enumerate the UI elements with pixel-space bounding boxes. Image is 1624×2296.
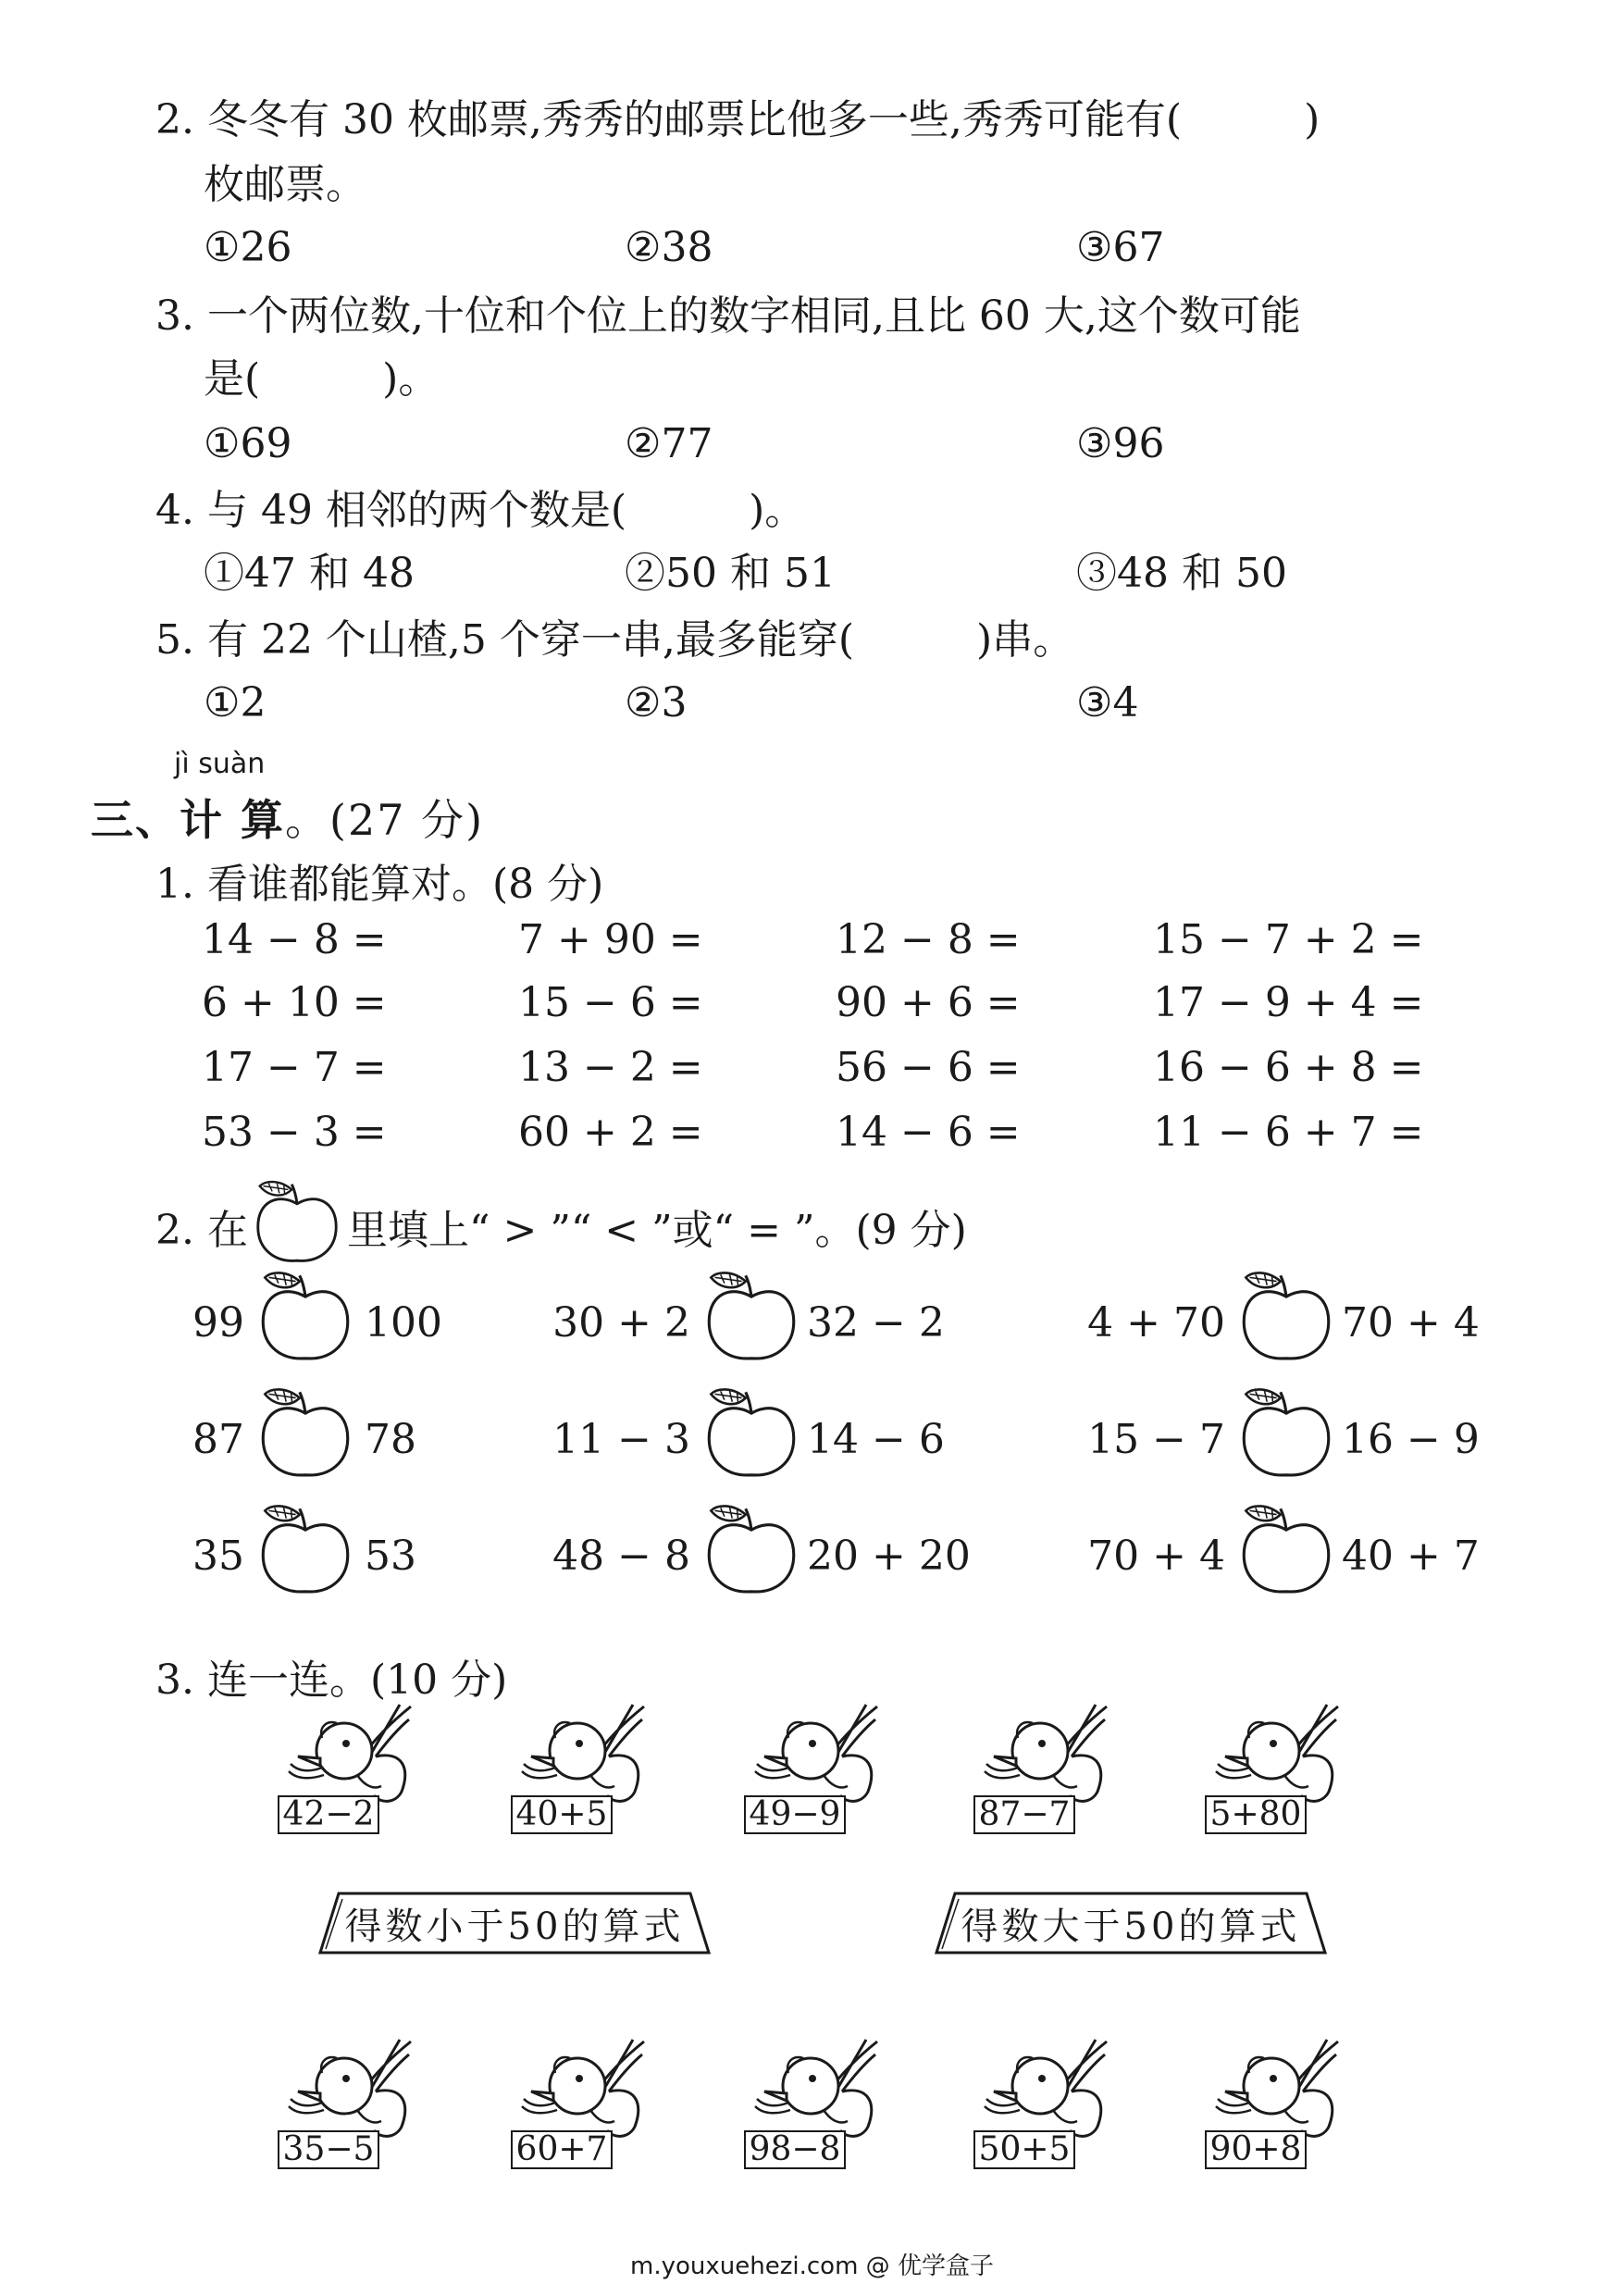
compare-right: 70 + 4 [1342, 1299, 1480, 1347]
compare-right: 40 + 7 [1342, 1533, 1480, 1580]
apple-answer-icon[interactable] [1238, 1384, 1334, 1481]
question-2-option-1: ①26 [204, 224, 292, 271]
bird-expression: 60+7 [511, 2130, 613, 2169]
question-4-option-3: ③48 和 50 [1076, 550, 1287, 597]
bird-expression: 87−7 [973, 1795, 1075, 1834]
calc-problem[interactable]: 60 + 2 = [518, 1109, 703, 1156]
bird-card[interactable] [272, 2038, 429, 2177]
bird-card[interactable] [968, 1703, 1125, 1842]
bird-card[interactable] [738, 1703, 896, 1842]
section-pinyin: jì suàn [174, 748, 266, 780]
bird-icon [968, 2038, 1125, 2140]
bird-icon [968, 1703, 1125, 1805]
calc-problem[interactable]: 56 − 6 = [836, 1044, 1021, 1091]
compare-right: 53 [365, 1533, 416, 1580]
question-4-option-1: ①47 和 48 [204, 550, 415, 597]
bird-card[interactable] [505, 2038, 663, 2177]
bird-expression: 50+5 [973, 2130, 1075, 2169]
compare-right: 78 [365, 1416, 416, 1463]
bird-card[interactable] [1199, 2038, 1357, 2177]
compare-right: 16 − 9 [1342, 1416, 1480, 1463]
compare-left: 70 + 4 [1087, 1533, 1225, 1580]
part-3-title: 3. 连一连。(10 分) [155, 1657, 508, 1704]
calc-problem[interactable]: 17 − 9 + 4 = [1153, 979, 1424, 1026]
bird-icon [505, 2038, 663, 2140]
compare-right: 32 − 2 [807, 1299, 945, 1347]
bird-icon [738, 2038, 896, 2140]
question-2-option-3: ③67 [1076, 224, 1165, 271]
question-5-option-1: ①2 [204, 679, 267, 726]
question-3-option-3: ③96 [1076, 420, 1165, 467]
calc-problem[interactable]: 15 − 7 + 2 = [1153, 916, 1424, 963]
compare-left: 87 [192, 1416, 244, 1463]
calc-problem[interactable]: 14 − 6 = [836, 1109, 1021, 1156]
question-2-option-2: ②38 [625, 224, 713, 271]
compare-left: 30 + 2 [552, 1299, 690, 1347]
footer-watermark: m.youxuehezi.com @ 优学盒子 [630, 2253, 994, 2280]
question-5-option-3: ③4 [1076, 679, 1139, 726]
question-5-option-2: ②3 [625, 679, 688, 726]
calc-problem[interactable]: 12 − 8 = [836, 916, 1021, 963]
section-3-score: 。(27 分) [285, 795, 485, 845]
question-3-option-1: ①69 [204, 420, 292, 467]
question-2-text: 2. 冬冬有 30 枚邮票,秀秀的邮票比他多一些,秀秀可能有( ) [155, 96, 1320, 143]
bird-expression: 42−2 [278, 1795, 379, 1834]
compare-left: 15 − 7 [1087, 1416, 1225, 1463]
compare-left: 99 [192, 1299, 244, 1347]
part-1-title: 1. 看谁都能算对。(8 分) [155, 861, 604, 908]
compare-right: 100 [365, 1299, 442, 1347]
bird-expression: 49−9 [744, 1795, 846, 1834]
bird-card[interactable] [738, 2038, 896, 2177]
calc-problem[interactable]: 90 + 6 = [836, 979, 1021, 1026]
bird-expression: 90+8 [1205, 2130, 1307, 2169]
apple-answer-icon[interactable] [703, 1268, 800, 1364]
question-3-text-cont: 是( )。 [204, 355, 440, 403]
calc-problem[interactable]: 13 − 2 = [518, 1044, 703, 1091]
bird-card[interactable] [272, 1703, 429, 1842]
calc-problem[interactable]: 15 − 6 = [518, 979, 703, 1026]
compare-left: 35 [192, 1533, 244, 1580]
apple-answer-icon[interactable] [257, 1501, 353, 1597]
calc-problem[interactable]: 53 − 3 = [202, 1109, 387, 1156]
bird-expression: 40+5 [511, 1795, 613, 1834]
question-4-text: 4. 与 49 相邻的两个数是( )。 [155, 487, 806, 534]
calc-problem[interactable]: 17 − 7 = [202, 1044, 387, 1091]
bird-card[interactable] [968, 2038, 1125, 2177]
calc-problem[interactable]: 6 + 10 = [202, 979, 387, 1026]
bird-expression: 98−8 [744, 2130, 846, 2169]
bird-icon [1199, 1703, 1357, 1805]
apple-answer-icon[interactable] [703, 1384, 800, 1481]
question-4-option-2: ②50 和 51 [625, 550, 836, 597]
compare-left: 48 − 8 [552, 1533, 690, 1580]
bird-icon [272, 2038, 429, 2140]
apple-answer-icon[interactable] [257, 1268, 353, 1364]
bird-icon [738, 1703, 896, 1805]
sign-greater-text: 得数大于50的算式 [961, 1905, 1301, 1948]
bird-icon [505, 1703, 663, 1805]
apple-answer-icon[interactable] [1238, 1501, 1334, 1597]
calc-problem[interactable]: 11 − 6 + 7 = [1153, 1109, 1424, 1156]
apple-answer-icon[interactable] [703, 1501, 800, 1597]
bird-expression: 35−5 [278, 2130, 379, 2169]
calc-problem[interactable]: 14 − 8 = [202, 916, 387, 963]
section-3-heading: 三、计 算 [91, 795, 286, 845]
apple-answer-icon[interactable] [1238, 1268, 1334, 1364]
sign-less-than-50[interactable] [318, 1892, 711, 1955]
calc-problem[interactable]: 7 + 90 = [518, 916, 703, 963]
sign-greater-than-50[interactable] [935, 1892, 1327, 1955]
question-5-text: 5. 有 22 个山楂,5 个穿一串,最多能穿( )串。 [155, 616, 1074, 664]
question-3-text: 3. 一个两位数,十位和个位上的数字相同,且比 60 大,这个数可能 [155, 292, 1301, 340]
compare-right: 20 + 20 [807, 1533, 971, 1580]
question-3-option-2: ②77 [625, 420, 713, 467]
bird-card[interactable] [505, 1703, 663, 1842]
bird-icon [1199, 2038, 1357, 2140]
compare-left: 4 + 70 [1087, 1299, 1225, 1347]
calc-problem[interactable]: 16 − 6 + 8 = [1153, 1044, 1424, 1091]
apple-answer-icon[interactable] [257, 1384, 353, 1481]
sign-less-text: 得数小于50的算式 [344, 1905, 685, 1948]
part-2-title-end: 里填上“ > ”“ < ”或“ = ”。(9 分) [347, 1207, 967, 1254]
bird-icon [272, 1703, 429, 1805]
compare-left: 11 − 3 [552, 1416, 690, 1463]
bird-card[interactable] [1199, 1703, 1357, 1842]
compare-right: 14 − 6 [807, 1416, 945, 1463]
part-2-title-start: 2. 在 [155, 1207, 248, 1254]
apple-icon [253, 1177, 341, 1266]
question-2-text-cont: 枚邮票。 [204, 161, 366, 208]
section-3-title [91, 787, 484, 848]
bird-expression: 5+80 [1205, 1795, 1307, 1834]
